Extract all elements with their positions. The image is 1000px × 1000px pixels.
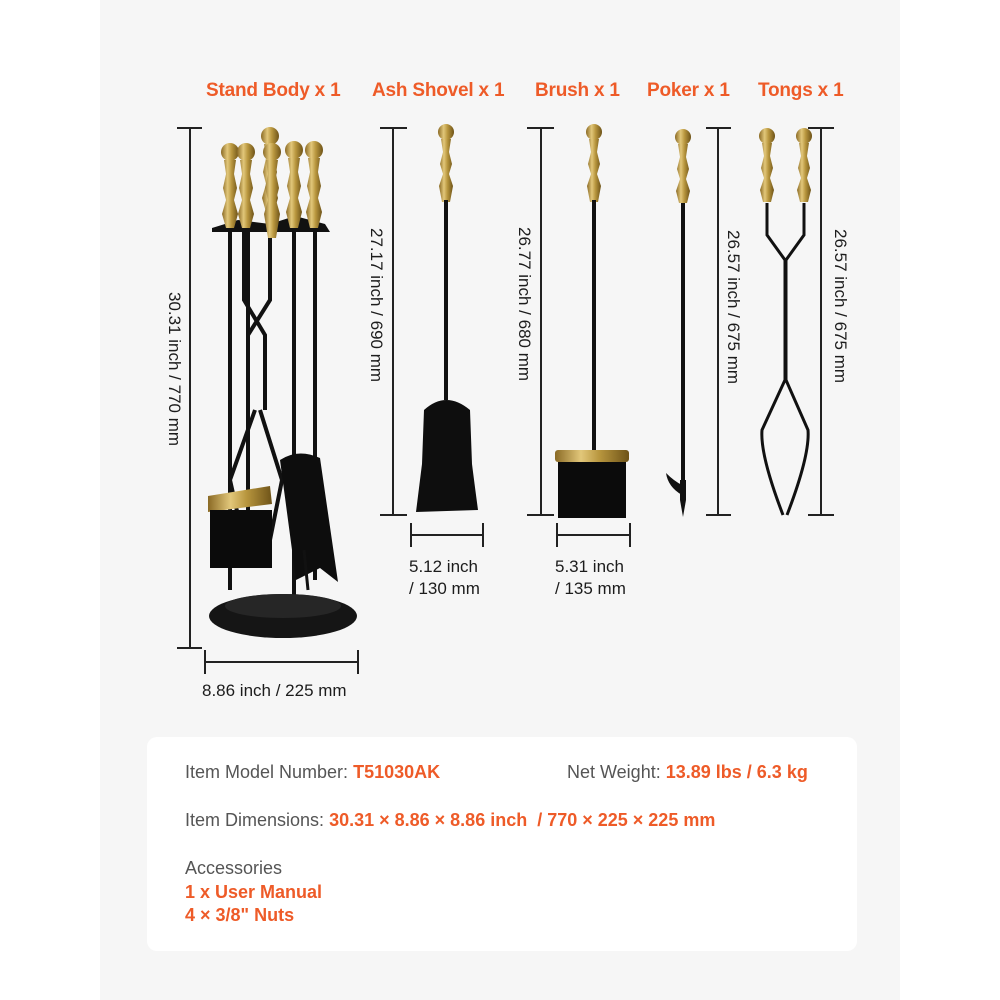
stand-height-tick-bottom	[177, 647, 202, 649]
ash-shovel-image	[410, 120, 490, 520]
shovel-width-tick-right	[482, 523, 484, 547]
shovel-length-label: 27.17 inch / 690 mm	[367, 228, 386, 383]
model-number-label: Item Model Number:	[185, 762, 349, 782]
accessories-label: Accessories	[185, 858, 283, 878]
title-stand-body: Stand Body x 1	[206, 80, 341, 101]
brush-length-line	[540, 127, 542, 516]
tongs-image	[750, 125, 820, 520]
model-number-row	[185, 762, 440, 783]
title-brush: Brush x 1	[535, 80, 620, 101]
item-dimensions-value: 30.31 × 8.86 × 8.86 inch / 770 × 225 × 225 mm	[329, 810, 716, 830]
stand-width-line	[205, 661, 358, 663]
poker-image	[660, 125, 710, 520]
shovel-width-label-1: 5.12 inch	[409, 557, 478, 576]
brush-width-tick-right	[629, 523, 631, 547]
accessory-item: 1 x User Manual	[185, 882, 323, 902]
stand-width-tick-right	[357, 650, 359, 674]
brush-width-label-2: / 135 mm	[555, 579, 626, 598]
shovel-length-line	[392, 127, 394, 516]
brush-width-label-1: 5.31 inch	[555, 557, 624, 576]
stand-width-tick-left	[204, 650, 206, 674]
shovel-length-tick-top	[380, 127, 407, 129]
shovel-length-tick-bottom	[380, 514, 407, 516]
stand-height-tick-top	[177, 127, 202, 129]
stand-height-line	[189, 127, 191, 648]
net-weight-label: Net Weight:	[567, 762, 661, 782]
brush-length-label: 26.77 inch / 680 mm	[515, 227, 534, 382]
shovel-width-label-2: / 130 mm	[409, 579, 480, 598]
tongs-length-label: 26.57 inch / 675 mm	[831, 229, 850, 384]
net-weight-row	[567, 762, 808, 783]
stand-body-image	[200, 120, 370, 650]
brush-width-tick-left	[556, 523, 558, 547]
shovel-width-tick-left	[410, 523, 412, 547]
item-dimensions-label: Item Dimensions:	[185, 810, 325, 830]
stand-height-label: 30.31 inch / 770 mm	[165, 292, 184, 447]
poker-length-label: 26.57 inch / 675 mm	[724, 230, 743, 385]
stand-width-label: 8.86 inch / 225 mm	[202, 681, 347, 700]
model-number-value: T51030AK	[353, 762, 441, 782]
accessory-item: 4 × 3/8" Nuts	[185, 905, 295, 925]
title-ash-shovel: Ash Shovel x 1	[372, 80, 505, 101]
poker-length-line	[717, 127, 719, 516]
title-tongs: Tongs x 1	[758, 80, 844, 101]
shovel-width-line	[411, 534, 483, 536]
brush-image	[550, 120, 640, 520]
net-weight-value: 13.89 lbs / 6.3 kg	[665, 762, 808, 782]
brush-width-line	[557, 534, 630, 536]
item-dimensions-row	[185, 810, 715, 831]
tongs-length-line	[820, 127, 822, 516]
title-poker: Poker x 1	[647, 80, 730, 101]
